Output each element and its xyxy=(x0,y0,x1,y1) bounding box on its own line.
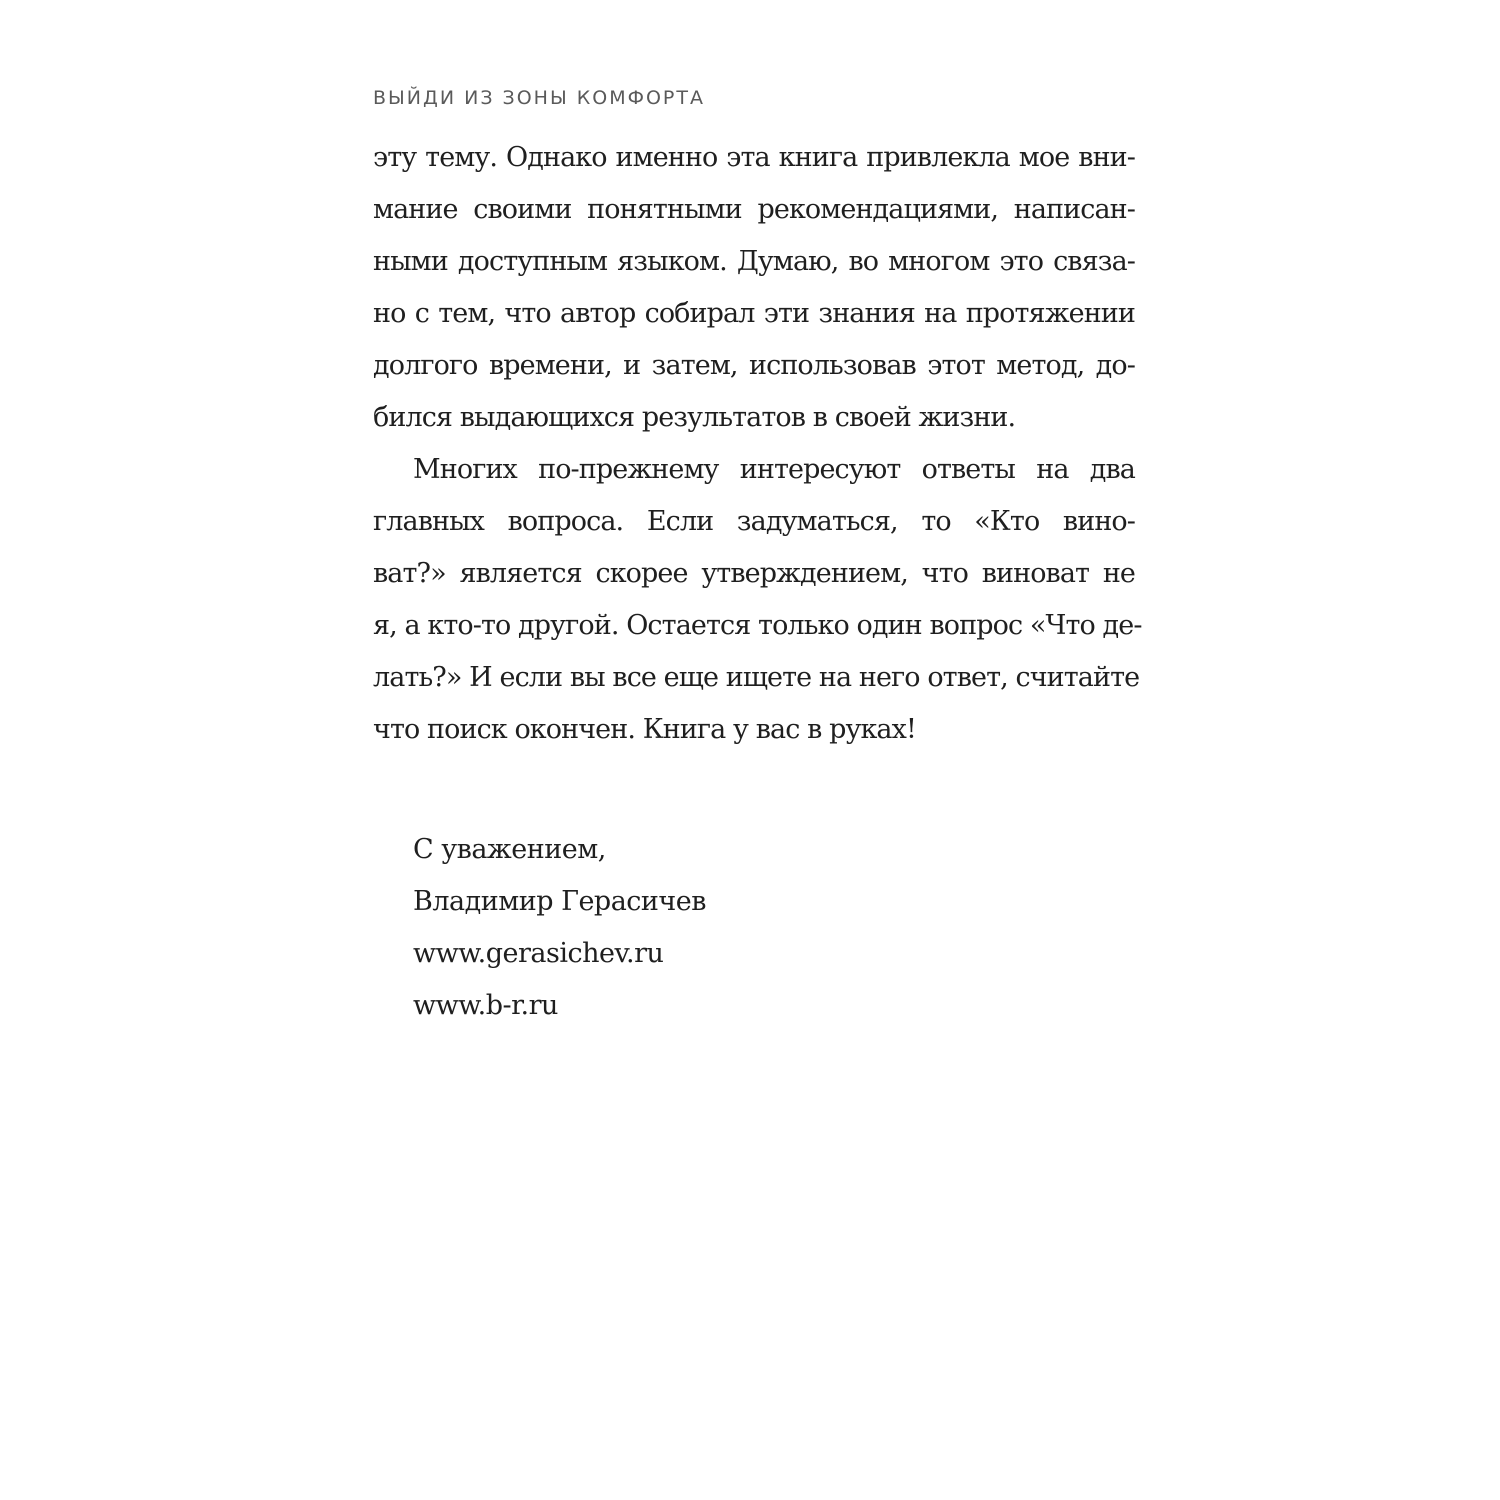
paragraph-2 xyxy=(373,444,1142,756)
text-line: что поиск окончен. Книга у вас в руках! xyxy=(373,714,916,745)
text-line: мание своими понятными рекомендациями, написан- xyxy=(373,194,1135,225)
text-line: я, а кто-то другой. Остается только один вопрос «Что де- xyxy=(373,610,1142,641)
running-head-title: ВЫЙДИ ИЗ ЗОНЫ КОМФОРТА xyxy=(373,87,705,109)
text-line: главных вопроса. Если задуматься, то «Кто вино- xyxy=(373,506,1135,537)
paragraph-1 xyxy=(373,132,1135,444)
text-line: долгого времени, и затем, использовав этот метод, до- xyxy=(373,350,1135,381)
signature-website: www.gerasichev.ru xyxy=(413,938,664,969)
text-line: но с тем, что автор собирал эти знания на протяжении xyxy=(373,298,1135,329)
text-line: бился выдающихся результатов в своей жизни. xyxy=(373,402,1016,433)
text-line: ват?» является скорее утверждением, что виноват не xyxy=(373,558,1135,589)
book-page xyxy=(373,80,1142,1032)
signature-website: www.b-r.ru xyxy=(413,990,558,1021)
signature-author: Владимир Герасичев xyxy=(413,886,706,917)
signature-block xyxy=(373,824,1135,1032)
signature-closing: С уважением, xyxy=(413,834,606,865)
text-line: ными доступным языком. Думаю, во многом это связа- xyxy=(373,246,1135,277)
text-line: Многих по-прежнему интересуют ответы на два xyxy=(413,454,1135,485)
text-line: эту тему. Однако именно эта книга привлекла мое вни- xyxy=(373,142,1135,173)
text-line: лать?» И если вы все еще ищете на него ответ, считайте xyxy=(373,662,1140,693)
